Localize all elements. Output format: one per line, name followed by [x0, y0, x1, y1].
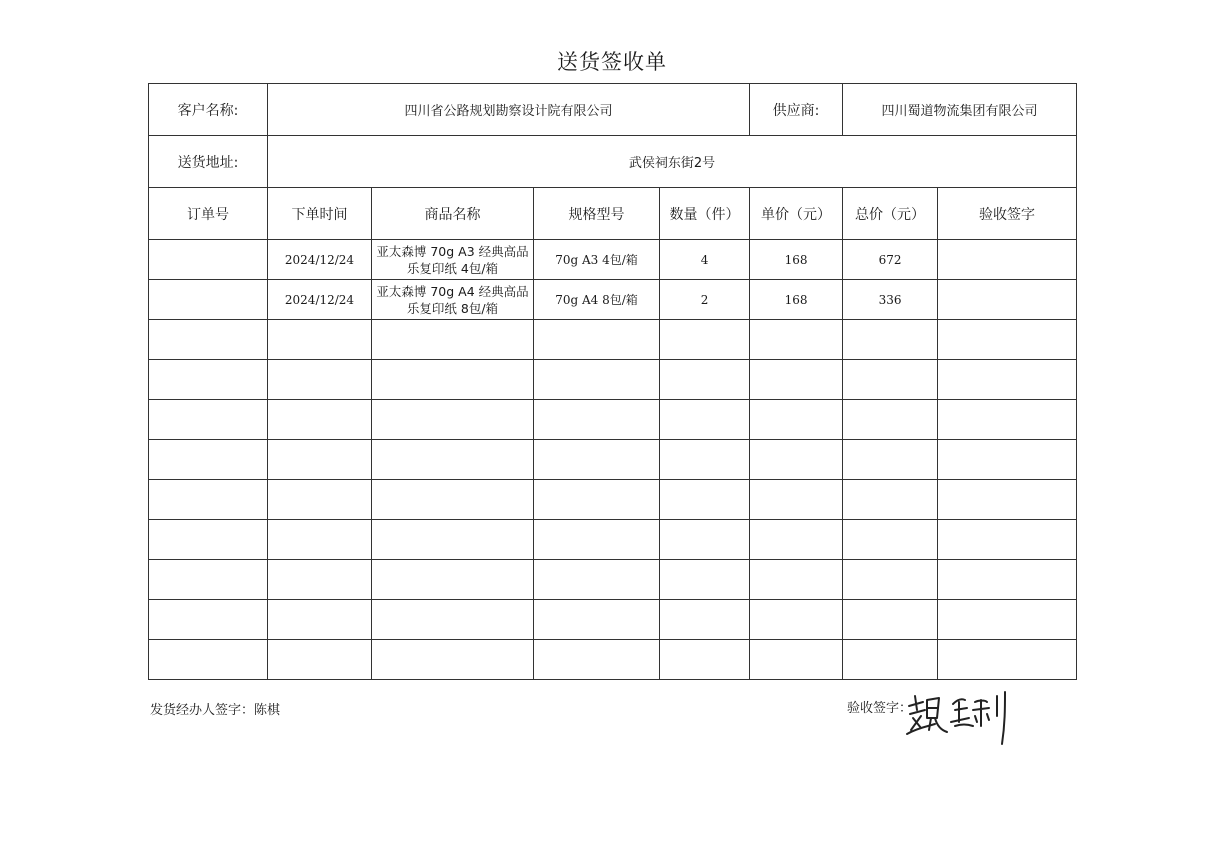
qty-cell: 4 [660, 240, 750, 280]
empty-row [149, 560, 1077, 600]
column-header-row [149, 188, 1077, 240]
table-row [149, 240, 1077, 280]
supplier-label: 供应商: [750, 84, 843, 136]
col-date: 下单时间 [268, 188, 372, 240]
table-row [149, 280, 1077, 320]
supplier-name: 四川蜀道物流集团有限公司 [843, 84, 1077, 136]
handwritten-signature-icon [905, 688, 1015, 748]
col-product-name: 商品名称 [372, 188, 534, 240]
col-order-no: 订单号 [149, 188, 268, 240]
shipper-name: 陈棋 [254, 703, 281, 718]
order-no-cell [149, 240, 268, 280]
total-cell: 336 [843, 280, 938, 320]
order-no-cell [149, 280, 268, 320]
col-quantity: 数量（件） [660, 188, 750, 240]
empty-row [149, 320, 1077, 360]
qty-cell: 2 [660, 280, 750, 320]
item-rows [149, 240, 1077, 680]
empty-row [149, 440, 1077, 480]
product-name-cell: 亚太森博 70g A3 经典高品乐复印纸 4包/箱 [372, 240, 534, 280]
empty-row [149, 360, 1077, 400]
customer-label: 客户名称: [149, 84, 268, 136]
sign-cell [938, 240, 1077, 280]
unit-price-cell: 168 [750, 240, 843, 280]
address-label: 送货地址: [149, 136, 268, 188]
empty-row [149, 600, 1077, 640]
empty-row [149, 640, 1077, 680]
sign-cell [938, 280, 1077, 320]
empty-row [149, 400, 1077, 440]
customer-row [149, 84, 1077, 136]
date-cell: 2024/12/24 [268, 280, 372, 320]
unit-price-cell: 168 [750, 280, 843, 320]
spec-cell: 70g A4 8包/箱 [534, 280, 660, 320]
address-value: 武侯祠东街2号 [268, 136, 1077, 188]
shipper-signature-line [150, 699, 280, 718]
spec-cell: 70g A3 4包/箱 [534, 240, 660, 280]
total-cell: 672 [843, 240, 938, 280]
empty-row [149, 520, 1077, 560]
document-title: 送货签收单 [557, 50, 667, 74]
date-cell: 2024/12/24 [268, 240, 372, 280]
address-row [149, 136, 1077, 188]
delivery-receipt-table [148, 83, 1077, 680]
receiver-signature-line [847, 697, 912, 716]
customer-name: 四川省公路规划勘察设计院有限公司 [268, 84, 750, 136]
shipper-label: 发货经办人签字： [150, 703, 255, 718]
receiver-label: 验收签字： [847, 701, 913, 716]
product-name-cell: 亚太森博 70g A4 经典高品乐复印纸 8包/箱 [372, 280, 534, 320]
col-sign: 验收签字 [938, 188, 1077, 240]
col-spec: 规格型号 [534, 188, 660, 240]
empty-row [149, 480, 1077, 520]
col-unit-price: 单价（元） [750, 188, 843, 240]
col-total: 总价（元） [843, 188, 938, 240]
